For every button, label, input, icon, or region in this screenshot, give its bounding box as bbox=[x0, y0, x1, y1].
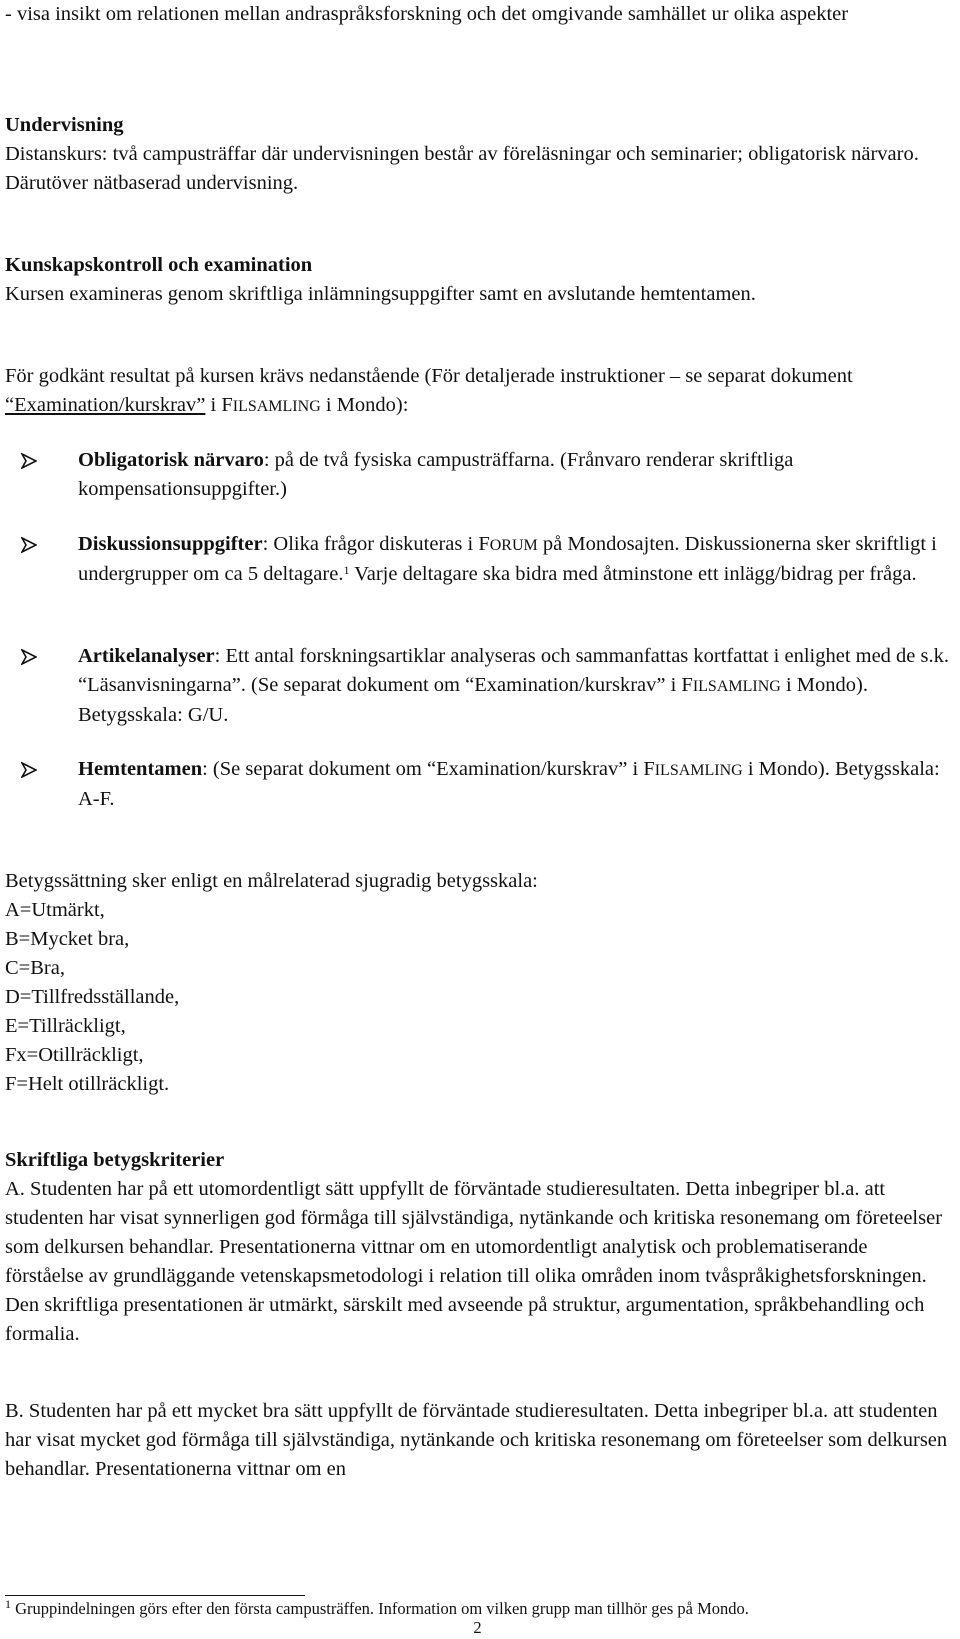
list-item: Diskussionsuppgifter: Olika frågor diskuteras i FORUM på Mondosajten. Diskussionerna sker skriftligt i undergrupper om ca 5 deltagare.$^1$ Varje deltagare ska bidra med åtminstone ett inlägg/bidrag per fråga. bbox=[5, 530, 950, 589]
arrowhead-bullet-icon bbox=[21, 642, 43, 671]
section-kunskapskontroll bbox=[5, 251, 950, 309]
grade-item: B=Mycket bra, bbox=[5, 928, 130, 950]
arrowhead-bullet-icon bbox=[21, 446, 43, 475]
requirements-intro: För godkänt resultat på kursen krävs nedanstående (För detaljerade instruktioner – se separat dokument “Examination/kurskrav” i FILSAMLING i Mondo): bbox=[5, 365, 853, 416]
list-item: Obligatorisk närvaro: på de två fysiska campusträffarna. (Frånvaro renderar skriftliga kompensationsuppgifter.) bbox=[5, 446, 950, 504]
page-number: 2 bbox=[473, 1618, 482, 1637]
grade-item: E=Tillräckligt, bbox=[5, 1015, 126, 1037]
footnote-divider bbox=[5, 1595, 305, 1596]
criteria-a: A. Studenten har på ett utomordentligt sätt uppfyllt de förväntade studieresultaten. Detta inbegriper bl.a. att studenten har visat synnerligen god förmåga till självständiga, nytänkande och kritiska resonemang om företeelser som delkursen behandlar. Presentationerna vittnar om en utomordentligt analytisk och problematiserande förståelse av grundläggande vetenskapsmetodologi i relation till olika områden inom tvåspråkighetsforskningen. Den skriftliga presentationen är utmärkt, särskilt med avseende på struktur, argumentation, språkbehandling och formalia. bbox=[5, 1178, 943, 1345]
footnote: $^1$ Gruppindelningen görs efter den första campusträffen. Information om vilken grupp man tillhör ges på Mondo. bbox=[5, 1597, 749, 1618]
examination-link[interactable]: “Examination/kurskrav” bbox=[5, 394, 206, 416]
kunskapskontroll-heading: Kunskapskontroll och examination bbox=[5, 254, 313, 276]
bullet-term: Artikelanalyser bbox=[78, 645, 215, 667]
arrowhead-bullet-icon bbox=[21, 530, 43, 559]
grading-section bbox=[5, 867, 950, 1099]
section-undervisning bbox=[5, 111, 950, 198]
grade-item: D=Tillfredsställande, bbox=[5, 986, 180, 1008]
bullet-term: Obligatorisk närvaro bbox=[78, 449, 264, 471]
criteria-heading: Skriftliga betygskriterier bbox=[5, 1149, 225, 1171]
undervisning-heading: Undervisning bbox=[5, 114, 124, 136]
bullet-term: Hemtentamen bbox=[78, 758, 203, 780]
criteria-b: B. Studenten har på ett mycket bra sätt uppfyllt de förväntade studieresultaten. Detta inbegriper bl.a. att studenten har visat mycket god förmåga till självständiga, nytänkande och kritiska resonemang om företeelser som delkursen behandlar. Presentationerna vittnar om en bbox=[5, 1400, 948, 1480]
kunskapskontroll-text: Kursen examineras genom skriftliga inlämningsuppgifter samt en avslutande hemtentamen. bbox=[5, 283, 756, 305]
arrowhead-bullet-icon bbox=[21, 755, 43, 784]
grade-item: A=Utmärkt, bbox=[5, 899, 105, 921]
grade-item: C=Bra, bbox=[5, 957, 65, 979]
grade-item: Fx=Otillräckligt, bbox=[5, 1044, 144, 1066]
criteria-section bbox=[5, 1146, 950, 1349]
intro-bullet: - visa insikt om relationen mellan andraspråksforskning och det omgivande samhället ur olika aspekter bbox=[5, 3, 849, 25]
list-item: Hemtentamen: (Se separat dokument om “Examination/kurskrav” i FILSAMLING i Mondo). Betygsskala: A-F. bbox=[5, 755, 950, 814]
undervisning-text: Distanskurs: två campusträffar där undervisningen består av föreläsningar och seminarier; obligatorisk närvaro. Därutöver nätbaserad undervisning. bbox=[5, 143, 919, 194]
footnote-ref[interactable]: 1 bbox=[343, 563, 350, 577]
bullet-term: Diskussionsuppgifter bbox=[78, 533, 263, 555]
grading-intro: Betygssättning sker enligt en målrelaterad sjugradig betygsskala: bbox=[5, 870, 538, 892]
list-item: Artikelanalyser: Ett antal forskningsartiklar analyseras och sammanfattas kortfattat i enlighet med de s.k. “Läsanvisningarna”. (Se separat dokument om “Examination/kurskrav” i FILSAMLING i Mondo). Betygsskala: G/U. bbox=[5, 642, 950, 730]
grade-item: F=Helt otillräckligt. bbox=[5, 1073, 170, 1095]
